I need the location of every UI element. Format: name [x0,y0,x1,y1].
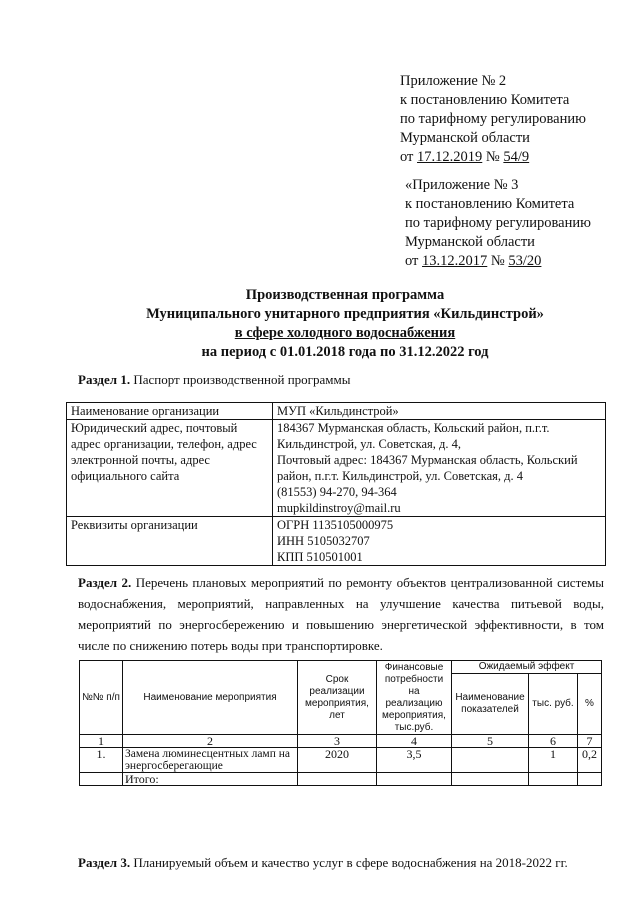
value-line: (81553) 94-270, 94-364 [277,485,397,499]
col-number: 1 [80,735,123,748]
value-line: mupkildinstroy@mail.ru [277,501,401,515]
cell-empty [529,773,578,786]
appendix-original [405,176,591,271]
cell-finance: 3,5 [377,748,452,773]
table-row [67,517,606,566]
value-line: Почтовый адрес: 184367 Мурманская область, Кольский район, п.г.т. Кильдинстрой, ул. Советская, д. 4 [277,453,578,483]
section-text: Перечень плановых мероприятий по ремонту объектов централизованной системы водоснабжения, мероприятий, направленных на улучшение качества питьевой воды, мероприятий по энергосбережению и повышению энергетической эффективности, в том числе по снижению потерь воды при транспортировке. [78,575,604,653]
section-1-heading [78,372,350,388]
appendix-number: 54/9 [503,149,530,165]
value-line: ИНН 5105032707 [277,534,370,548]
passport-value [273,403,606,420]
col-number: 2 [123,735,298,748]
cell-percent: 0,2 [578,748,602,773]
col-header-percent: % [578,674,602,735]
col-header-name: Наименование мероприятия [123,661,298,735]
passport-value [273,420,606,517]
appendix-line: Приложение № 2 [400,73,507,89]
section-text: Планируемый объем и качество услуг в сфере водоснабжения на 2018-2022 гг. [133,855,568,870]
appendix-line: к постановлению Комитета [400,92,570,108]
cell-num: 1. [80,748,123,773]
section-text: Паспорт производственной программы [133,372,351,387]
section-3-heading [78,855,568,871]
table-header-row [80,661,602,674]
col-number: 4 [377,735,452,748]
cell-empty [377,773,452,786]
col-header-num: №№ п/п [80,661,123,735]
title-line-2: Муниципального унитарного предприятия «Кильдинстрой» [146,306,544,322]
appendix-line: по тарифному регулированию [400,111,586,127]
number-prefix: № [490,253,505,269]
cell-empty [578,773,602,786]
passport-label: Наименование организации [67,403,273,420]
value-line: 184367 Мурманская область, Кольский район, п.г.т. Кильдинстрой, ул. Советская, д. 4, [277,421,550,451]
col-number: 6 [529,735,578,748]
col-header-thousand: тыс. руб. [529,674,578,735]
appendix-date-line [405,252,591,271]
column-number-row [80,735,602,748]
appendix-line: по тарифному регулированию [405,215,591,231]
section-label: Раздел 3. [78,855,131,870]
passport-table [66,402,606,566]
section-label: Раздел 2. [78,575,132,590]
appendix-line: Мурманской области [400,130,530,146]
col-header-term: Срок реализации мероприятия, лет [298,661,377,735]
title-line-1: Производственная программа [245,287,445,303]
cell-empty [80,773,123,786]
passport-value [273,517,606,566]
appendix-date-line [400,148,586,167]
col-header-indicator: Наименование показателей [452,674,529,735]
appendix-date: 13.12.2017 [422,253,488,269]
table-row [67,420,606,517]
measures-table [79,660,602,786]
date-prefix: от [405,253,419,269]
appendix-current [400,72,586,167]
document-title [0,286,640,362]
cell-indicator [452,748,529,773]
total-label: Итого: [123,773,298,786]
section-label: Раздел 1. [78,372,131,387]
passport-label: Юридический адрес, почтовый адрес организации, телефон, адрес электронной почты, адрес официального сайта [67,420,273,517]
appendix-line: «Приложение № 3 [405,177,519,193]
appendix-number: 53/20 [508,253,542,269]
col-header-finance: Финансовые потребности на реализацию мероприятия, тыс.руб. [377,661,452,735]
appendix-line: Мурманской области [405,234,535,250]
table-total-row [80,773,602,786]
title-line-3: в сфере холодного водоснабжения [234,325,456,341]
number-prefix: № [485,149,500,165]
passport-label: Реквизиты организации [67,517,273,566]
col-number: 7 [578,735,602,748]
cell-empty [298,773,377,786]
date-prefix: от [400,149,414,165]
cell-term: 2020 [298,748,377,773]
cell-name: Замена люминесцентных ламп на энергосберегающие [123,748,298,773]
value-line: КПП 510501001 [277,550,363,564]
col-number: 3 [298,735,377,748]
appendix-line: к постановлению Комитета [405,196,575,212]
cell-thousand: 1 [529,748,578,773]
table-row [80,748,602,773]
appendix-date: 17.12.2019 [417,149,483,165]
cell-empty [452,773,529,786]
table-row [67,403,606,420]
col-number: 5 [452,735,529,748]
value-line: МУП «Кильдинстрой» [277,404,399,418]
value-line: ОГРН 1135105000975 [277,518,394,532]
col-header-effect: Ожидаемый эффект [452,661,602,674]
title-line-4: на период с 01.01.2018 года по 31.12.2022 год [201,344,489,360]
section-2-heading [78,572,604,656]
